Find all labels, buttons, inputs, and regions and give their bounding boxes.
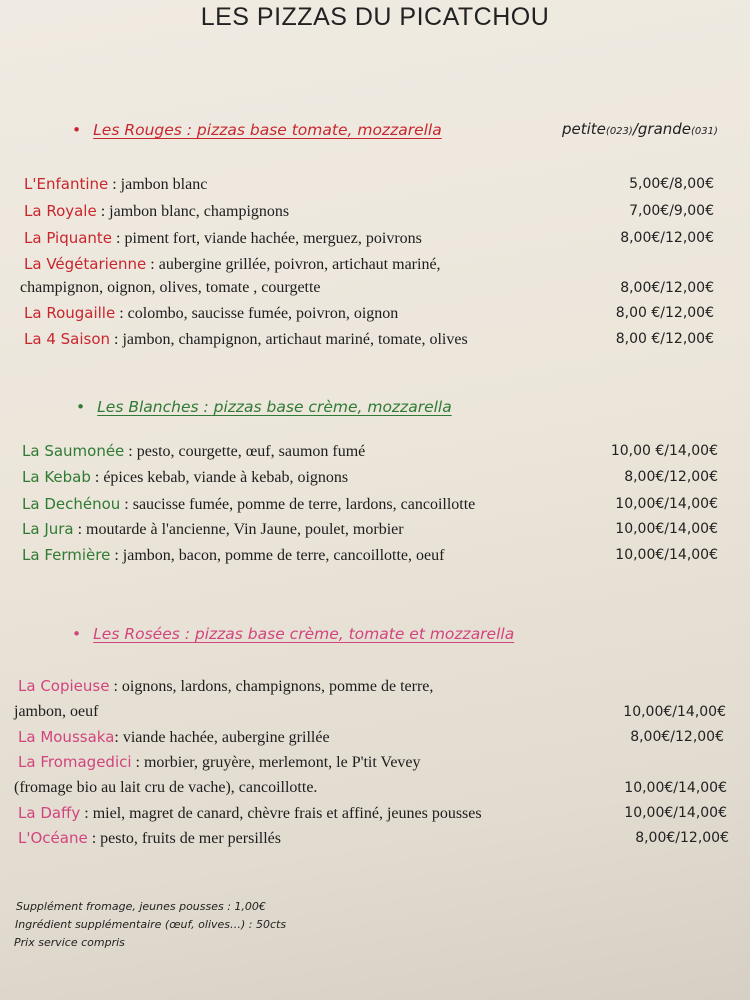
pizza-price: 10,00€/14,00€ (624, 780, 727, 796)
pizza-name: L'Océane (18, 829, 88, 847)
pizza-ingredients: : pesto, courgette, œuf, saumon fumé (124, 443, 366, 460)
pizza-ingredients: : piment fort, viande hachée, merguez, poivrons (112, 230, 422, 247)
size-petite: petite (562, 120, 606, 138)
pizza-ingredients: : miel, magret de canard, chèvre frais et affiné, jeunes pousses (80, 805, 482, 822)
section-header-rosees (72, 624, 514, 644)
footer-note: Ingrédient supplémentaire (œuf, olives…) : 50cts (15, 918, 287, 931)
menu-item (22, 519, 404, 540)
section-header-rouges (72, 120, 442, 140)
pizza-name: La Fermière (22, 546, 111, 564)
pizza-ingredients: : jambon blanc, champignons (96, 203, 290, 220)
menu-item (24, 201, 289, 222)
pizza-name: La Daffy (18, 804, 81, 822)
section-title: Les Rouges : pizzas base tomate, mozzarella (93, 121, 442, 139)
pizza-price: 5,00€/8,00€ (629, 176, 714, 192)
section-title: Les Blanches : pizzas base crème, mozzarella (97, 398, 452, 416)
menu-item (18, 828, 281, 849)
pizza-name: La Saumonée (22, 442, 125, 460)
menu-item (24, 228, 422, 249)
pizza-price: 10,00€/14,00€ (624, 805, 727, 821)
pizza-price: 8,00€/12,00€ (620, 280, 714, 296)
pizza-price: 8,00€/12,00€ (635, 830, 729, 846)
pizza-name: La Copieuse (18, 677, 110, 695)
menu-item-continuation (14, 702, 98, 722)
pizza-ingredients: : viande hachée, aubergine grillée (114, 729, 330, 746)
menu-item (18, 727, 330, 748)
section-title: Les Rosées : pizzas base crème, tomate et mozzarella (93, 625, 515, 643)
pizza-price: 10,00€/14,00€ (615, 547, 718, 563)
pizza-name: La Végétarienne (24, 255, 147, 273)
pizza-name: La 4 Saison (24, 330, 111, 348)
menu-item (22, 545, 444, 566)
menu-item (18, 676, 433, 697)
menu-item-continuation (20, 278, 321, 298)
pizza-ingredients: : jambon blanc (108, 176, 208, 193)
pizza-price: 8,00€/12,00€ (620, 230, 714, 246)
pizza-ingredients: : jambon, champignon, artichaut mariné, tomate, olives (110, 331, 468, 348)
pizza-ingredients: : moutarde à l'ancienne, Vin Jaune, poulet, morbier (73, 521, 404, 538)
footer-note: Prix service compris (14, 936, 125, 949)
size-grande-code: (031) (691, 126, 718, 137)
menu-item (24, 329, 468, 350)
pizza-ingredients: : oignons, lardons, champignons, pomme de terre, (109, 678, 434, 695)
pizza-name: La Moussaka (18, 728, 115, 746)
bullet-icon: • (76, 398, 86, 416)
pizza-ingredients: : épices kebab, viande à kebab, oignons (90, 469, 349, 486)
pizza-name: La Piquante (24, 229, 113, 247)
pizza-price: 8,00€/12,00€ (624, 469, 718, 485)
menu-title: LES PIZZAS DU PICATCHOU (200, 3, 550, 31)
pizza-name: La Kebab (22, 468, 91, 486)
pizza-ingredients: : colombo, saucisse fumée, poivron, oignon (115, 305, 399, 322)
menu-item (22, 467, 348, 488)
pizza-price: 10,00€/14,00€ (623, 704, 726, 720)
pizza-ingredients: (fromage bio au lait cru de vache), cancoillotte. (14, 779, 318, 796)
pizza-price: 8,00 €/12,00€ (615, 331, 714, 347)
pizza-price: 7,00€/9,00€ (629, 203, 714, 219)
pizza-price: 10,00€/14,00€ (615, 521, 718, 537)
pizza-ingredients: : aubergine grillée, poivron, artichaut mariné, (146, 256, 441, 273)
pizza-name: La Jura (22, 520, 74, 538)
pizza-name: La Royale (24, 202, 97, 220)
menu-item (18, 752, 421, 773)
size-grande: grande (637, 120, 692, 138)
pizza-ingredients: : morbier, gruyère, merlemont, le P'tit Vevey (131, 754, 421, 771)
bullet-icon: • (72, 121, 82, 139)
pizza-name: L'Enfantine (24, 175, 109, 193)
pizza-ingredients: jambon, oeuf (14, 703, 99, 720)
menu-item-continuation (14, 778, 317, 798)
section-header-blanches (76, 397, 452, 417)
pizza-price: 8,00 €/12,00€ (615, 305, 714, 321)
size-header (562, 120, 718, 138)
menu-item (24, 254, 441, 275)
menu-item (22, 441, 365, 462)
menu-item (18, 803, 482, 824)
pizza-ingredients: champignon, oignon, olives, tomate , courgette (20, 279, 321, 296)
pizza-price: 10,00 €/14,00€ (610, 443, 718, 459)
pizza-ingredients: : jambon, bacon, pomme de terre, cancoillotte, oeuf (110, 547, 445, 564)
bullet-icon: • (72, 625, 82, 643)
pizza-ingredients: : saucisse fumée, pomme de terre, lardons, cancoillotte (120, 496, 476, 513)
pizza-name: La Rougaille (24, 304, 116, 322)
pizza-price: 8,00€/12,00€ (630, 729, 724, 745)
menu-item (24, 303, 398, 324)
menu-item (22, 494, 475, 515)
pizza-name: La Fromagedici (18, 753, 132, 771)
footer-note: Supplément fromage, jeunes pousses : 1,00€ (16, 900, 266, 913)
pizza-name: La Dechénou (22, 495, 121, 513)
pizza-price: 10,00€/14,00€ (615, 496, 718, 512)
size-sep: / (632, 120, 638, 138)
size-petite-code: (023) (605, 126, 633, 137)
pizza-ingredients: : pesto, fruits de mer persillés (87, 830, 281, 847)
menu-item (24, 174, 207, 195)
